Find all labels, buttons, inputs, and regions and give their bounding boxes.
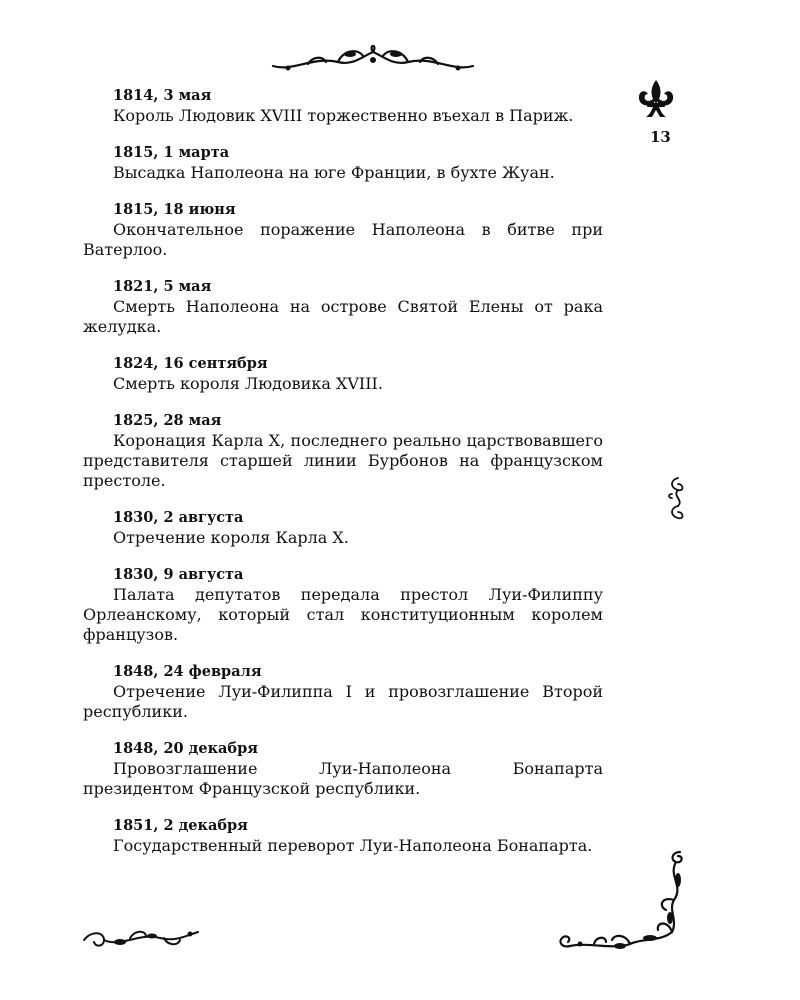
entry-text: Отречение Луи-Филиппа I и провозглашение Второй республики.	[83, 682, 603, 721]
chronology-entry	[83, 200, 603, 260]
chronology-list	[83, 86, 603, 873]
swirl-ornament-icon	[664, 474, 692, 522]
entry-text: Король Людовик XVIII торжественно въехал в Париж.	[113, 106, 574, 125]
bottom-left-flourish-icon	[80, 926, 202, 954]
entry-date: 1815, 1 марта	[113, 144, 230, 161]
entry-date: 1821, 5 мая	[113, 278, 212, 295]
chronology-entry	[83, 816, 603, 856]
entry-text: Смерть короля Людовика XVIII.	[113, 374, 383, 393]
page-number: 13	[650, 128, 671, 146]
chronology-entry	[83, 565, 603, 645]
entry-date: 1814, 3 мая	[113, 87, 212, 104]
entry-text: Отречение короля Карла X.	[113, 528, 349, 547]
top-flourish-icon	[268, 42, 478, 76]
chronology-entry	[83, 739, 603, 799]
entry-date: 1830, 9 августа	[113, 566, 244, 583]
entry-text: Окончательное поражение Наполеона в битве при Ватерлоо.	[83, 220, 603, 259]
entry-text: Коронация Карла X, последнего реально царствовавшего представителя старшей линии Бурбонов на французском престоле.	[83, 431, 603, 490]
entry-date: 1851, 2 декабря	[113, 817, 248, 834]
chronology-entry	[83, 662, 603, 722]
entry-text: Палата депутатов передала престол Луи-Филиппу Орлеанскому, который стал конституционным королем французов.	[83, 585, 603, 644]
entry-text: Государственный переворот Луи-Наполеона Бонапарта.	[113, 836, 593, 855]
corner-ornament-icon	[550, 846, 692, 958]
entry-text: Высадка Наполеона на юге Франции, в бухте Жуан.	[113, 163, 555, 182]
entry-date: 1830, 2 августа	[113, 509, 244, 526]
entry-date: 1848, 24 февраля	[113, 663, 262, 680]
entry-date: 1848, 20 декабря	[113, 740, 258, 757]
entry-text: Смерть Наполеона на острове Святой Елены от рака желудка.	[83, 297, 603, 336]
chronology-entry	[83, 508, 603, 548]
entry-text: Провозглашение Луи-Наполеона Бонапарта президентом Французской республики.	[83, 759, 603, 798]
entry-date: 1825, 28 мая	[113, 412, 222, 429]
chronology-entry	[83, 86, 603, 126]
entry-date: 1815, 18 июня	[113, 201, 236, 218]
chronology-entry	[83, 277, 603, 337]
fleur-de-lis-icon	[636, 78, 676, 120]
chronology-entry	[83, 411, 603, 491]
chronology-entry	[83, 354, 603, 394]
chronology-entry	[83, 143, 603, 183]
entry-date: 1824, 16 сентября	[113, 355, 268, 372]
